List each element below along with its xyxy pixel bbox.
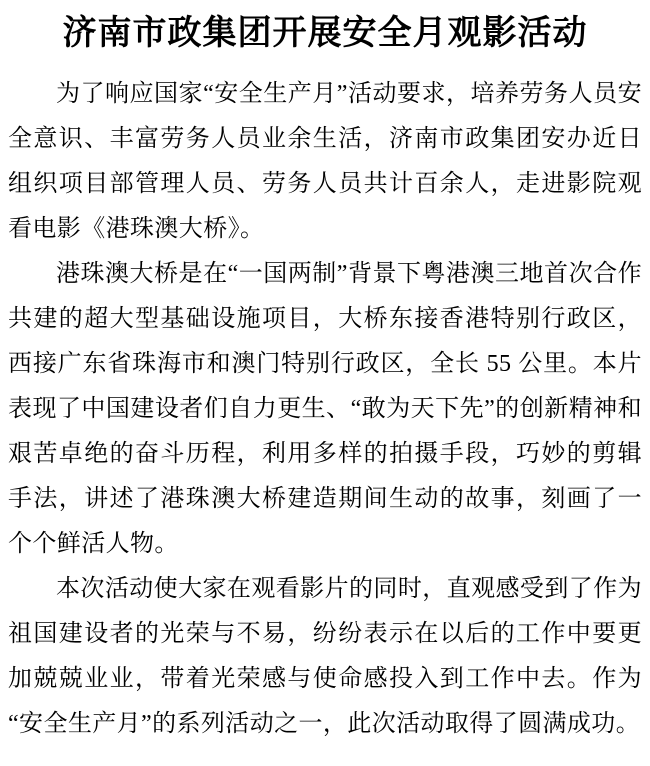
paragraph-bridge-description: 港珠澳大桥是在“一国两制”背景下粤港澳三地首次合作共建的超大型基础设施项目，大桥东接香港特别行政区，西接广东省珠海市和澳门特别行政区，全长 55 公里。本片表现了中国建设者们自力更生、“敢为天下先”的创新精神和艰苦卓绝的奋斗历程，利用多样的拍摄手段，巧妙的剪辑手法，讲述了港珠澳大桥建造期间生动的故事，刻画了一个个鲜活人物。 bbox=[8, 261, 642, 557]
paragraph-conclusion: 本次活动使大家在观看影片的同时，直观感受到了作为祖国建设者的光荣与不易，纷纷表示在以后的工作中要更加兢兢业业，带着光荣感与使命感投入到工作中去。作为“安全生产月”的系列活动之一，此次活动取得了圆满成功。 bbox=[8, 576, 642, 737]
paragraph-intro: 为了响应国家“安全生产月”活动要求，培养劳务人员安全意识、丰富劳务人员业余生活，济南市政集团安办近日组织项目部管理人员、劳务人员共计百余人，走进影院观看电影《港珠澳大桥》。 bbox=[8, 81, 642, 242]
page-title: 济南市政集团开展安全月观影活动 bbox=[62, 15, 588, 52]
